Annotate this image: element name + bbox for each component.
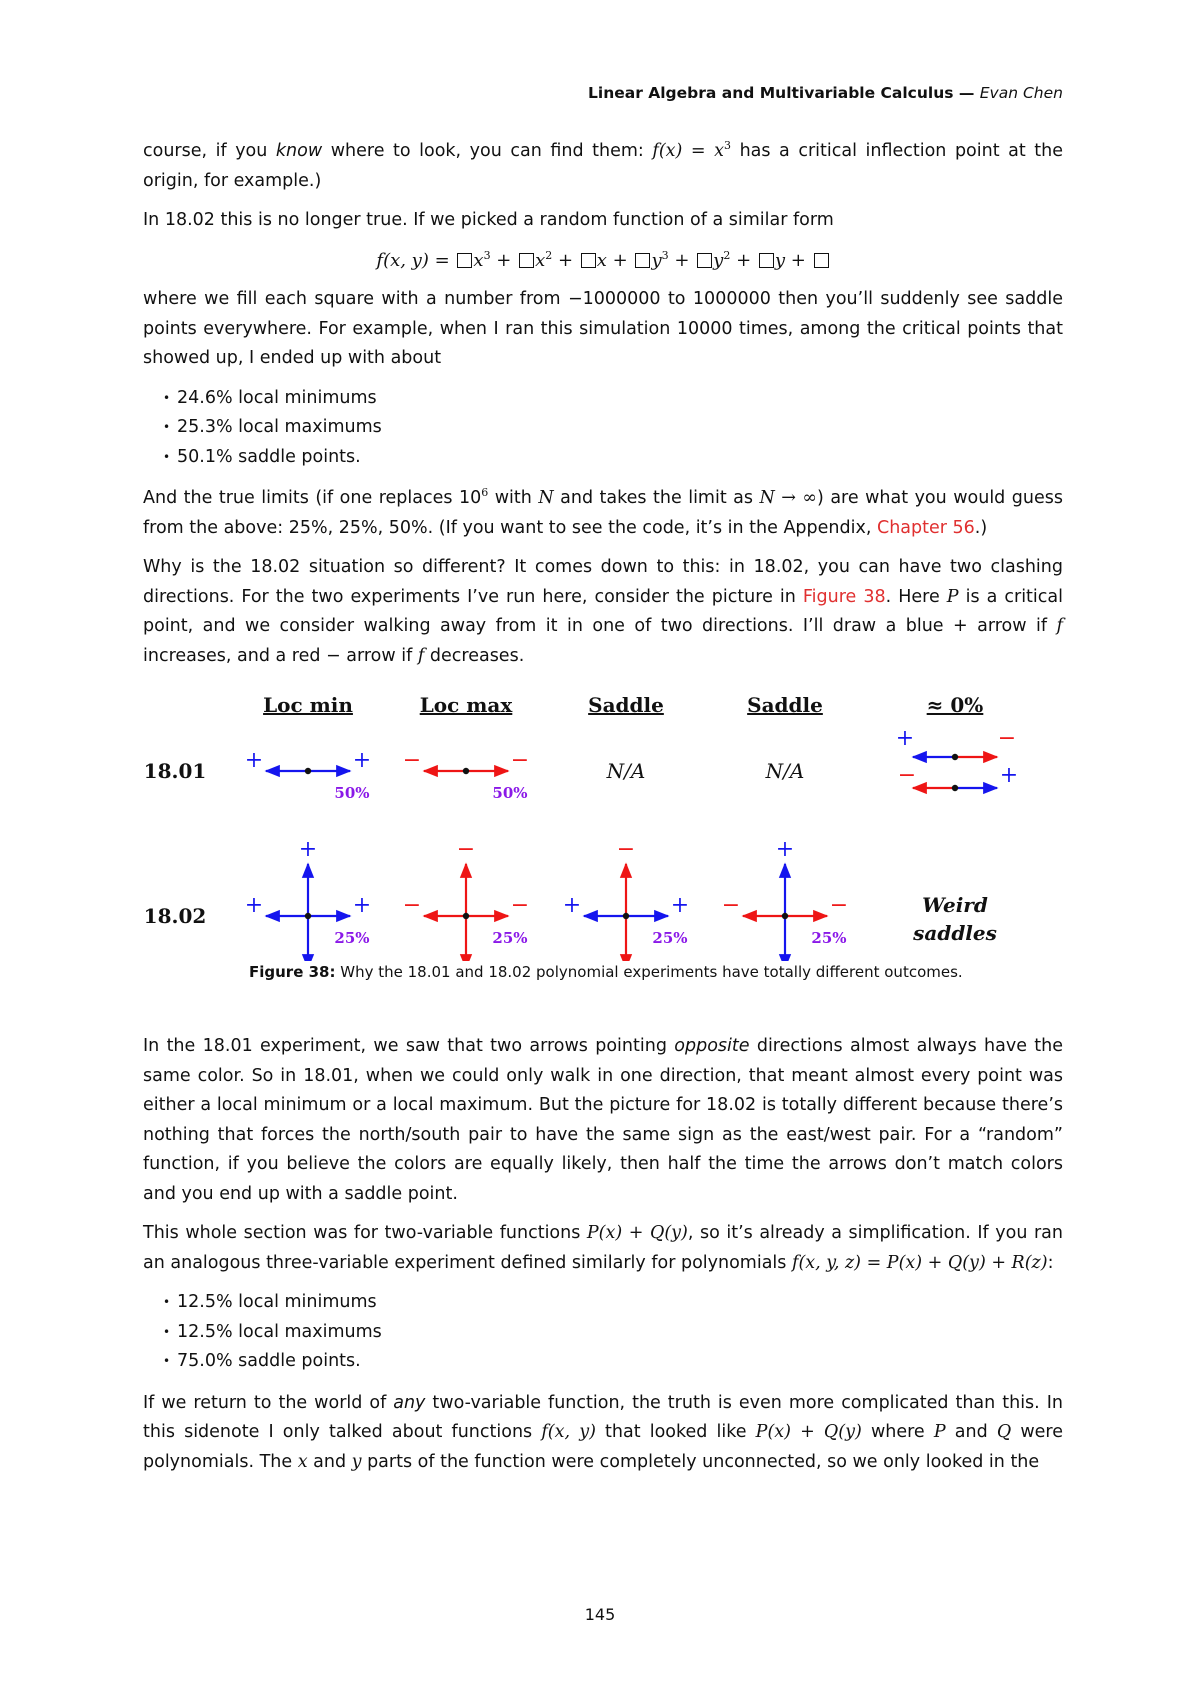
sign-west: − <box>721 893 741 918</box>
results-list-3d <box>143 1288 1063 1377</box>
sign-west: − <box>402 748 422 773</box>
paragraph-8: If we return to the world of any two-variable function, the truth is even more complicated than this. In this sidenote I only talked about functions f(x, y) that looked like P(x) + Q(y) where P and Q were polynomials. The x and y parts of the function were completely unconnected, so we only looked in the <box>143 1392 1063 1472</box>
book-title: Linear Algebra and Multivariable Calculus <box>588 84 954 102</box>
blank-square <box>635 253 650 268</box>
figure-38 <box>143 681 1063 1026</box>
percentage-label: 25% <box>334 929 370 947</box>
blank-square <box>457 253 472 268</box>
sign-east: + <box>352 893 372 918</box>
list-item: • 75.0% saddle points. <box>163 1347 1063 1377</box>
blank-square <box>519 253 534 268</box>
paragraph-3: where we fill each square with a number from −1000000 to 1000000 then you’ll suddenly see saddle points everywhere. For example, when I ran this simulation 10000 times, among the critical points that showed up, I ended up with about <box>143 289 1063 368</box>
chapter-56-link[interactable]: Chapter 56 <box>876 517 975 538</box>
weird-label-line-2: saddles <box>913 921 997 945</box>
list-item: • 25.3% local maximums <box>163 413 1063 443</box>
main-text <box>143 137 1063 1487</box>
column-header: Loc max <box>419 693 513 717</box>
sign-east: − <box>997 726 1017 751</box>
row-label-1802: 18.02 <box>143 904 207 928</box>
paragraph-7: This whole section was for two-variable functions P(x) + Q(y), so it’s already a simplification. If you ran an analogous three-variable experiment defined similarly for polynomials f(x, y, z) = P(x) + Q(y) + R(z): <box>143 1223 1063 1273</box>
sign-west: + <box>562 893 582 918</box>
list-item: • 12.5% local minimums <box>163 1288 1063 1318</box>
sign-east: − <box>510 893 530 918</box>
critical-point-dot <box>463 768 469 774</box>
blank-square <box>814 253 829 268</box>
sign-east: + <box>670 893 690 918</box>
column-header: Loc min <box>263 693 353 717</box>
paragraph-2: In 18.02 this is no longer true. If we picked a random function of a similar form <box>143 210 834 230</box>
critical-point-dot <box>782 913 788 919</box>
blank-square <box>581 253 596 268</box>
sign-west: + <box>895 726 915 751</box>
critical-point-dot <box>305 913 311 919</box>
column-header: Saddle <box>747 693 823 717</box>
polynomial-equation: f(x, $y) = x^3 + x^2 + x + y^3 + y^2 + y$ + <box>143 246 1063 276</box>
na-label: N/A <box>765 759 805 783</box>
na-label: N/A <box>606 759 646 783</box>
sign-north: + <box>775 837 795 862</box>
paragraph-1: course, if you know where to look, you can find them: $f(x) = x^3$ has a critical inflection point at the origin, for example.) <box>143 139 1063 191</box>
paragraph-5: Why is the 18.02 situation so different? It comes down to this: in 18.02, you can have two clashing directions. For the two experiments I’ve run here, consider the picture in Figure 38. Here P is a critical point, and we consider walking away from it in one of two directions. I’ll draw a blue + arrow if f increases, and a red − arrow if f decreases. <box>143 557 1063 666</box>
percentage-label: 25% <box>652 929 688 947</box>
column-header: ≈ 0% <box>926 693 984 717</box>
critical-point-dot <box>463 913 469 919</box>
sign-west: + <box>244 893 264 918</box>
critical-point-diagram <box>143 681 1063 961</box>
percentage-label: 25% <box>492 929 528 947</box>
sign-east: − <box>510 748 530 773</box>
percentage-label: 25% <box>811 929 847 947</box>
blank-square <box>697 253 712 268</box>
sign-east: + <box>352 748 372 773</box>
results-list-2d <box>143 384 1063 473</box>
figure-38-link[interactable]: Figure 38 <box>802 586 886 607</box>
sign-west: − <box>402 893 422 918</box>
sign-west: − <box>897 763 917 788</box>
weird-label-line-1: Weird <box>922 893 988 917</box>
sign-west: + <box>244 748 264 773</box>
page-number: 145 <box>584 1605 616 1624</box>
paragraph-6: In the 18.01 experiment, we saw that two arrows pointing opposite directions almost always have the same color. So in 18.01, when we could only walk in one direction, that meant almost every point was either a local minimum or a local maximum. But the picture for 18.02 is totally different because there’s nothing that forces the north/south pair to have the same sign as the east/west pair. For a “random” function, if you believe the colors are equally likely, then half the time the arrows don’t match colors and you end up with a saddle point. <box>143 1036 1063 1204</box>
critical-point-dot <box>952 785 958 791</box>
sign-north: − <box>456 837 476 862</box>
running-header: Linear Algebra and Multivariable Calculus — Evan Chen <box>588 84 1063 102</box>
list-item: • 12.5% local maximums <box>163 1318 1063 1348</box>
sign-east: + <box>999 763 1019 788</box>
sign-north: − <box>616 837 636 862</box>
critical-point-dot <box>305 768 311 774</box>
author-name: Evan Chen <box>979 84 1063 102</box>
critical-point-dot <box>952 754 958 760</box>
paragraph-4: And the true limits (if one replaces $10^6$ with N and takes the limit as N → ∞) are what you would guess from the above: 25%, 25%, 50%. (If you want to see the code, it’s in the Appendix, Chapter 56.) <box>143 486 1063 538</box>
list-item: • 24.6% local minimums <box>163 384 1063 414</box>
sign-north: + <box>298 837 318 862</box>
percentage-label: 50% <box>334 784 370 802</box>
figure-caption: Figure 38: Why the 18.01 and 18.02 polynomial experiments have totally different outcomes. <box>249 963 963 981</box>
percentage-label: 50% <box>492 784 528 802</box>
sign-east: − <box>829 893 849 918</box>
list-item: • 50.1% saddle points. <box>163 443 1063 473</box>
critical-point-dot <box>623 913 629 919</box>
row-label-1801: 18.01 <box>143 759 207 783</box>
blank-square <box>759 253 774 268</box>
column-header: Saddle <box>588 693 664 717</box>
